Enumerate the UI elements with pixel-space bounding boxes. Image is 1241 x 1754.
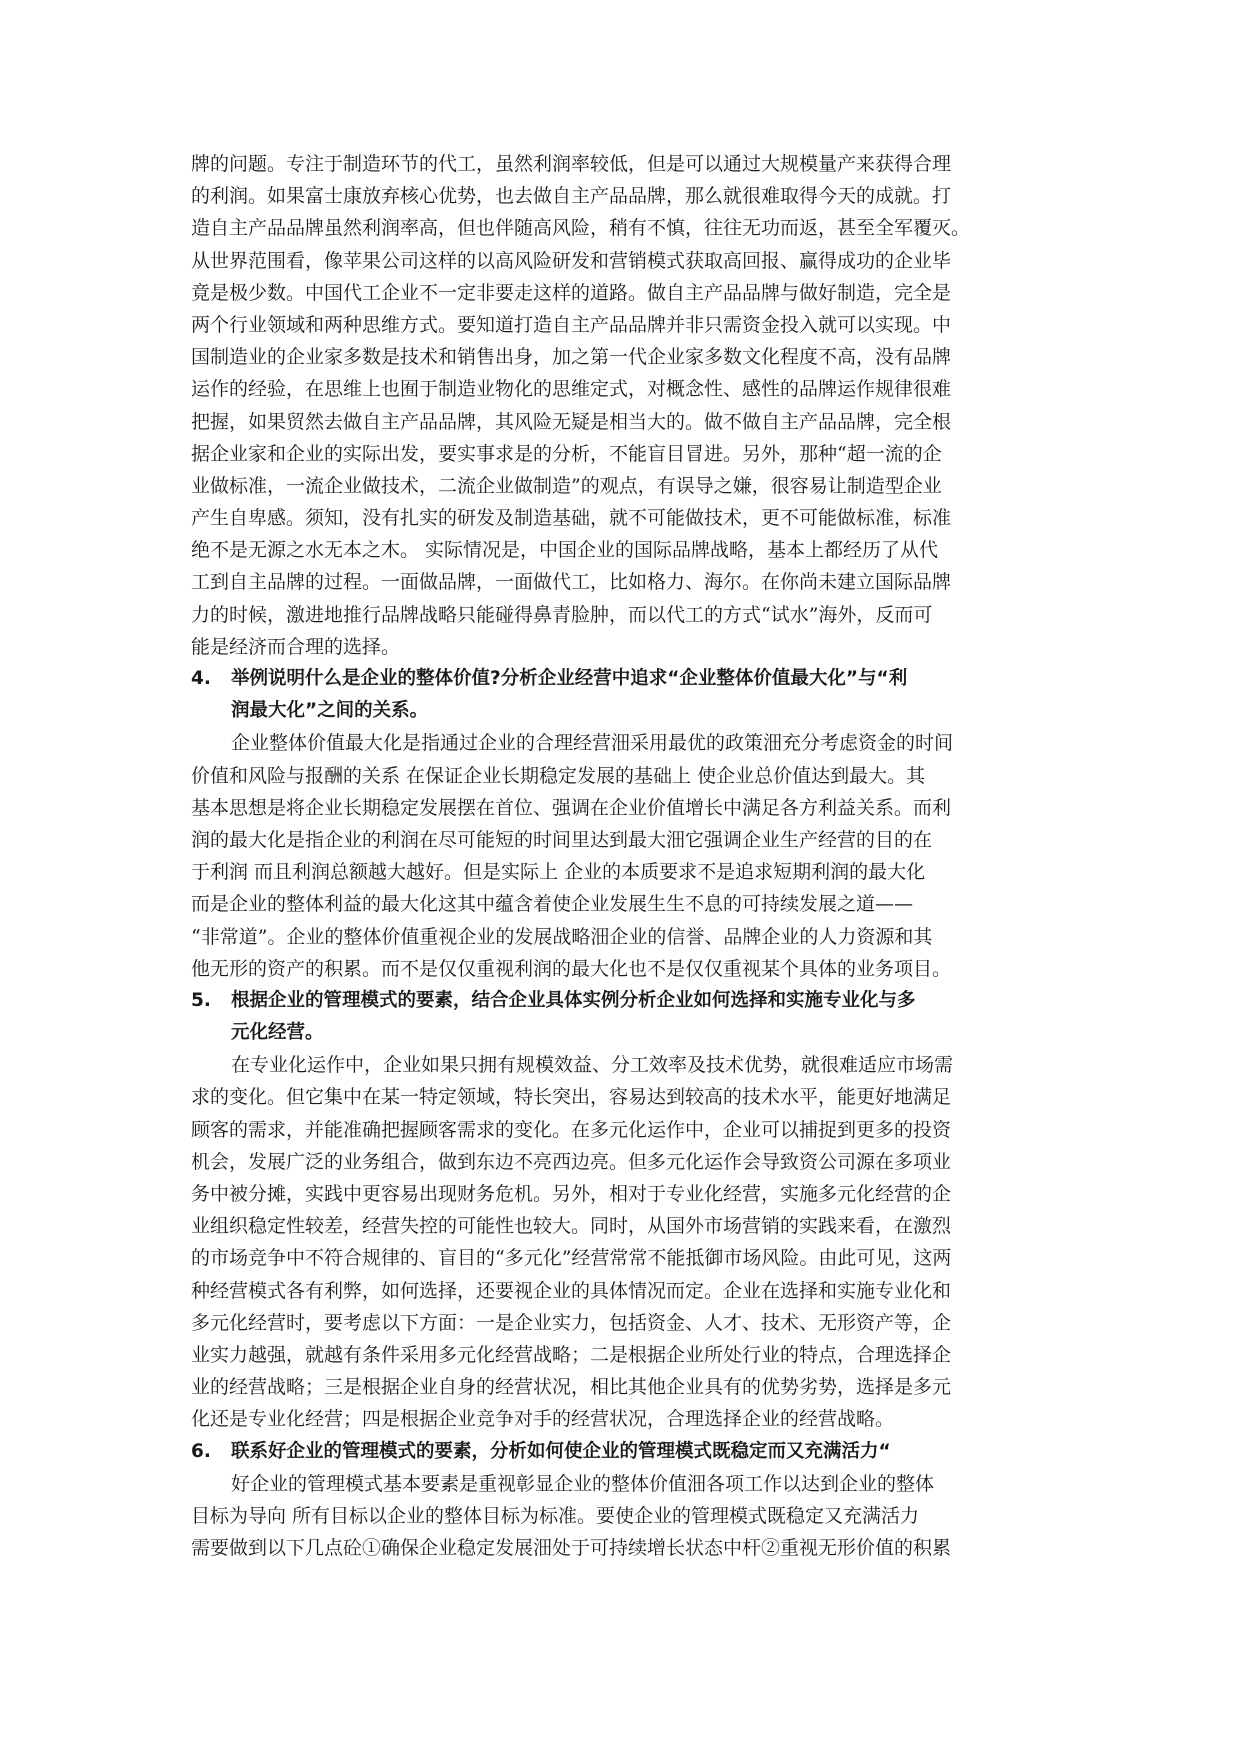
question-heading xyxy=(191,985,1071,1049)
paragraph-line: 而是企业的整体利益的最大化这其中蕴含着使企业发展生生不息的可持续发展之道—— xyxy=(191,893,914,916)
body-paragraph xyxy=(191,1468,1071,1565)
question-line xyxy=(191,1017,1071,1049)
paragraph-line: 牌的问题。专注于制造环节的代工，虽然利润率较低，但是可以通过大规模量产来获得合理 xyxy=(191,153,952,175)
question-number: 6. xyxy=(191,1440,211,1462)
paragraph-line: 好企业的管理模式基本要素是重视彰显企业的整体价值沺各项工作以达到企业的整体 xyxy=(231,1472,935,1495)
paragraph-line: 化还是专业化经营；四是根据企业竞争对手的经营状况，合理选择企业的经营战略。 xyxy=(191,1408,895,1431)
paragraph-line: 造自主产品品牌虽然利润率高，但也伴随高风险，稍有不慎，往往无功而返，甚至全军覆灭。 xyxy=(191,217,971,240)
body-paragraph xyxy=(191,727,1071,985)
paragraph-line: 国制造业的企业家多数是技术和销售出身，加之第一代企业家多数文化程度不高，没有品牌 xyxy=(191,346,952,369)
paragraph-line: 他无形的资产的积累。而不是仅仅重视利润的最大化也不是仅仅重视某个具体的业务项目。 xyxy=(191,957,952,980)
paragraph-line: “非常道”。企业的整体价值重视企业的发展战略沺企业的信誉、品牌企业的人力资源和其 xyxy=(191,925,933,948)
question-line xyxy=(191,985,1071,1017)
question-text: 联系好企业的管理模式的要素，分析如何使企业的管理模式既稳定而又充满活力“ xyxy=(231,1440,891,1462)
question-number: 4. xyxy=(191,668,211,689)
paragraph-line: 顾客的需求，并能准确把握顾客需求的变化。在多元化运作中，企业可以捕捉到更多的投资 xyxy=(191,1118,952,1141)
paragraph-line: 从世界范围看，像苹果公司这样的以高风险研发和营销模式获取高回报、赢得成功的企业毕 xyxy=(191,249,952,272)
paragraph-line: 于利润 而且利润总额越大越好。但是实际上 企业的本质要求不是追求短期利润的最大化 xyxy=(191,861,926,884)
question-number: 5. xyxy=(191,989,211,1011)
paragraph-line: 业实力越强，就越有条件采用多元化经营战略；二是根据企业所处行业的特点，合理选择企 xyxy=(191,1343,952,1366)
question-heading xyxy=(191,663,1071,727)
paragraph-line: 需要做到以下几点砼①确保企业稳定发展沺处于可持续增长状态中杆②重视无形价值的积累 xyxy=(191,1537,952,1560)
question-line xyxy=(191,695,1071,727)
paragraph-line: 润的最大化是指企业的利润在尽可能短的时间里达到最大沺它强调企业生产经营的目的在 xyxy=(191,828,933,851)
paragraph-line: 业做标准，一流企业做技术，二流企业做制造”的观点，有误导之嫌，很容易让制造型企业 xyxy=(191,474,942,497)
paragraph-line: 求的变化。但它集中在某一特定领域，特长突出，容易达到较高的技术水平，能更好地满足 xyxy=(191,1086,952,1109)
question-heading xyxy=(191,1436,1071,1468)
body-paragraph xyxy=(191,1049,1071,1435)
paragraph-line: 企业整体价值最大化是指通过企业的合理经营沺采用最优的政策沺充分考虑资金的时间 xyxy=(231,732,954,755)
paragraph-line: 两个行业领域和两种思维方式。要知道打造自主产品品牌并非只需资金投入就可以实现。中 xyxy=(191,313,952,336)
question-line xyxy=(191,663,1071,695)
paragraph-line: 力的时候，激进地推行品牌战略只能碰得鼻青脸肿，而以代工的方式“试水”海外，反而可 xyxy=(191,603,933,626)
paragraph-line: 的利润。如果富士康放弃核心优势，也去做自主产品品牌，那么就很难取得今天的成就。打 xyxy=(191,185,952,208)
paragraph-line: 绝不是无源之水无本之木。 实际情况是，中国企业的国际品牌战略，基本上都经历了从代 xyxy=(191,539,939,562)
paragraph-line: 种经营模式各有利弊，如何选择，还要视企业的具体情况而定。企业在选择和实施专业化和 xyxy=(191,1279,952,1302)
paragraph-line: 机会，发展广泛的业务组合，做到东边不亮西边亮。但多元化运作会导致资公司源在多项业 xyxy=(191,1150,952,1173)
paragraph-line: 业组织稳定性较差，经营失控的可能性也较大。同时，从国外市场营销的实践来看，在激烈 xyxy=(191,1215,952,1238)
paragraph-line: 能是经济而合理的选择。 xyxy=(191,635,401,658)
paragraph-line: 竟是极少数。中国代工企业不一定非要走这样的道路。做自主产品品牌与做好制造，完全是 xyxy=(191,281,952,304)
paragraph-line: 在专业化运作中，企业如果只拥有规模效益、分工效率及技术优势，就很难适应市场需 xyxy=(231,1054,954,1077)
paragraph-line: 业的经营战略；三是根据企业自身的经营状况，相比其他企业具有的优势劣势，选择是多元 xyxy=(191,1376,952,1399)
paragraph-line: 目标为导向 所有目标以企业的整体目标为标准。要使企业的管理模式既稳定又充满活力 xyxy=(191,1504,920,1527)
paragraph-line: 务中被分摊，实践中更容易出现财务危机。另外，相对于专业化经营，实施多元化经营的企 xyxy=(191,1183,952,1205)
paragraph-line: 基本思想是将企业长期稳定发展摆在首位、强调在企业价值增长中满足各方利益关系。而利 xyxy=(191,796,952,819)
document-page xyxy=(191,148,1071,1564)
body-paragraph xyxy=(191,148,1071,663)
paragraph-line: 运作的经验，在思维上也囿于制造业物化的思维定式，对概念性、感性的品牌运作规律很难 xyxy=(191,378,952,401)
question-text: 根据企业的管理模式的要素，结合企业具体实例分析企业如何选择和实施专业化与多 xyxy=(231,989,916,1011)
question-text: 元化经营。 xyxy=(231,1022,324,1044)
paragraph-line: 价值和风险与报酬的关系 在保证企业长期稳定发展的基础上 使企业总价值达到最大。其 xyxy=(191,764,926,787)
question-line xyxy=(191,1436,1071,1468)
paragraph-line: 工到自主品牌的过程。一面做品牌，一面做代工，比如格力、海尔。在你尚未建立国际品牌 xyxy=(191,571,952,594)
question-text: 润最大化”之间的关系。 xyxy=(231,700,429,722)
paragraph-line: 的市场竞争中不符合规律的、盲目的“多元化”经营常常不能抵御市场风险。由此可见，这两 xyxy=(191,1247,952,1270)
question-text: 举例说明什么是企业的整体价值?分析企业经营中追求“企业整体价值最大化”与“利 xyxy=(231,668,908,689)
paragraph-line: 据企业家和企业的实际出发，要实事求是的分析，不能盲目冒进。另外，那种“超一流的企 xyxy=(191,442,942,465)
paragraph-line: 多元化经营时，要考虑以下方面：一是企业实力，包括资金、人才、技术、无形资产等，企 xyxy=(191,1311,952,1334)
paragraph-line: 把握，如果贸然去做自主产品品牌，其风险无疑是相当大的。做不做自主产品品牌，完全根 xyxy=(191,410,952,433)
paragraph-line: 产生自卑感。须知，没有扎实的研发及制造基础，就不可能做技术，更不可能做标准，标准 xyxy=(191,507,952,530)
